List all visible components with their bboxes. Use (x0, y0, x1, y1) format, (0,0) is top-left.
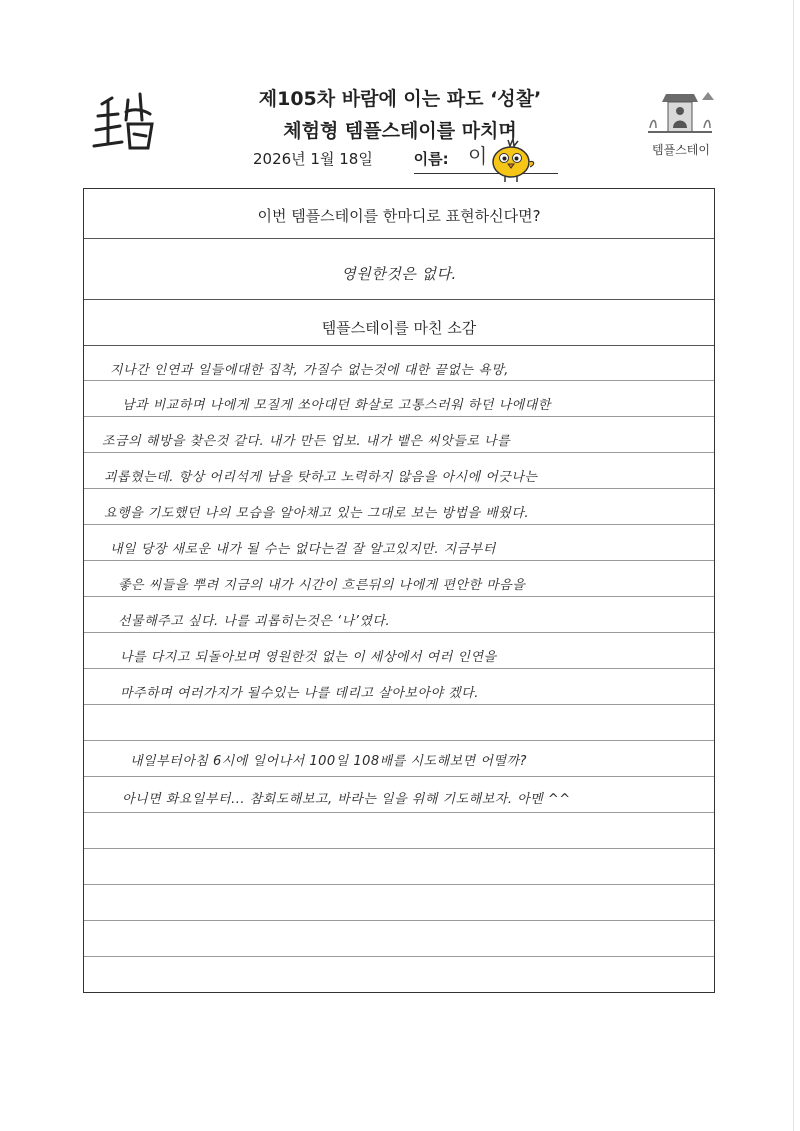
date: 2026년 1월 18일 (253, 150, 373, 168)
reflection-line: 내일 당장 새로운 내가 될 수는 없다는걸 잘 알고있지만. 지금부터 (110, 542, 496, 557)
chick-icon (486, 136, 538, 184)
reflection-line: 지나간 인연과 일들에대한 집착, 가질수 없는것에 대한 끝없는 욕망, (110, 363, 509, 378)
row-divider (84, 345, 714, 346)
question-1: 이번 템플스테이를 한마디로 표현하신다면? (257, 207, 541, 225)
document-title: 제105차 바람에 이는 파도 ‘성찰’ (258, 88, 542, 110)
header (0, 0, 800, 190)
document-subtitle: 체험형 템플스테이를 마치며 (283, 120, 517, 142)
reflection-line: 괴롭혔는데. 항상 어리석게 남을 탓하고 노력하지 않음을 아시에 어긋나는 (104, 470, 538, 485)
row-divider (84, 299, 714, 300)
reflection-line: 요행을 기도했던 나의 모습을 알아채고 있는 그대로 보는 방법을 배웠다. (104, 506, 530, 521)
reflection-line: 나를 다지고 되돌아보며 영원한것 없는 이 세상에서 여러 인연을 (120, 650, 497, 665)
reflection-line: 마주하며 여러가지가 될수있는 나를 데리고 살아보아야 겠다. (120, 686, 479, 701)
date-name-row (253, 148, 449, 169)
reflection-line: 내일부터아침 6시에 일어나서 100일 108배를 시도해보면 어떨까? (130, 754, 527, 769)
reflection-line: 아니면 화요일부터... 참회도해보고, 바라는 일을 위해 기도해보자. 아멘 ^^ (122, 792, 571, 807)
name-label: 이름: (413, 150, 449, 168)
reflection-line: 남과 비교하며 나에게 모질게 쏘아대던 화살로 고통스러워 하던 나에대한 (122, 398, 551, 413)
answer-1: 영원한것은 없다. (341, 265, 457, 283)
reflection-line: 선물해주고 싶다. 나를 괴롭히는것은 ‘나’였다. (118, 614, 391, 629)
question-2: 템플스테이를 마친 소감 (321, 319, 477, 337)
reflection-line: 조금의 해방을 찾은것 같다. 내가 만든 업보. 내가 뱉은 씨앗들로 나를 (102, 434, 511, 449)
row-divider (84, 238, 714, 239)
temple-buddha-icon (642, 88, 718, 140)
reflection-line: 좋은 씨들을 뿌려 지금의 내가 시간이 흐른뒤의 나에게 편안한 마음을 (118, 578, 526, 593)
templestay-logo-text: 템플스테이 (652, 143, 710, 157)
name-value: 이 (468, 144, 488, 168)
reflection-form (83, 188, 715, 993)
page-edge (793, 0, 794, 1131)
